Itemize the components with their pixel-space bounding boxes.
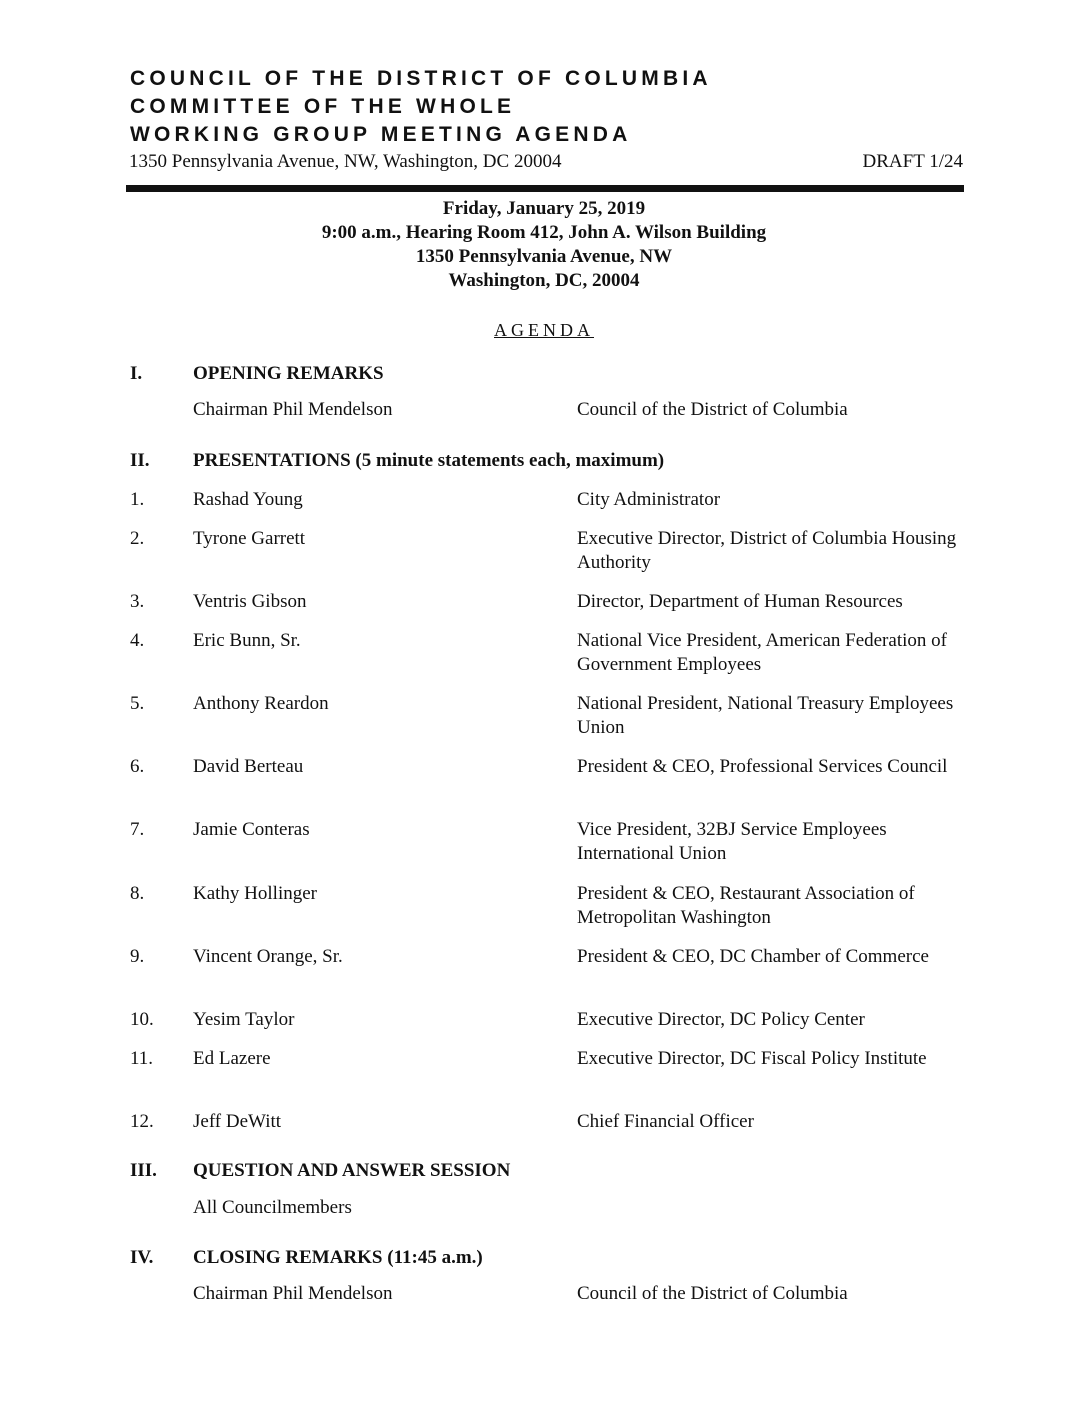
agenda-heading: AGENDA — [494, 320, 594, 340]
speaker-name: Chairman Phil Mendelson — [193, 1283, 393, 1304]
header-council: COUNCIL OF THE DISTRICT OF COLUMBIA — [130, 67, 712, 90]
presenter-title: National Vice President, American Federation of Government Employees — [577, 630, 947, 675]
presenter-name: Kathy Hollinger — [193, 883, 318, 904]
meeting-city: Washington, DC, 20004 — [448, 270, 640, 291]
presenter-name: Eric Bunn, Sr. — [193, 630, 301, 651]
section-number: IV. — [130, 1247, 154, 1268]
speaker-name: All Councilmembers — [193, 1197, 352, 1218]
presenter-title: President & CEO, Restaurant Association of Metropolitan Washington — [577, 883, 915, 928]
section-title-closing: CLOSING REMARKS (11:45 a.m.) — [193, 1247, 483, 1268]
draft-label: DRAFT 1/24 — [862, 151, 963, 172]
presenter-title: President & CEO, Professional Services Council — [577, 756, 948, 777]
section-title-opening: OPENING REMARKS — [193, 363, 384, 384]
presenter-name: Tyrone Garrett — [193, 528, 306, 549]
header-divider — [126, 185, 964, 192]
presenter-number: 5. — [130, 693, 145, 714]
presenter-title: Director, Department of Human Resources — [577, 591, 903, 612]
section-title-qa: QUESTION AND ANSWER SESSION — [193, 1160, 511, 1181]
presenter-title: City Administrator — [577, 489, 721, 510]
meeting-date: Friday, January 25, 2019 — [442, 198, 646, 219]
section-number: III. — [130, 1160, 157, 1181]
speaker-name: Chairman Phil Mendelson — [193, 399, 393, 420]
presenter-number: 12. — [130, 1111, 154, 1132]
presenter-name: Jamie Conteras — [193, 819, 310, 840]
speaker-title: Council of the District of Columbia — [577, 399, 848, 420]
presenter-title: President & CEO, DC Chamber of Commerce — [577, 946, 929, 967]
presenter-name: David Berteau — [193, 756, 304, 777]
section-number: II. — [130, 450, 150, 471]
section-number: I. — [130, 363, 143, 384]
meeting-time-place: 9:00 a.m., Hearing Room 412, John A. Wilson Building — [321, 222, 767, 243]
section-title-presentations: PRESENTATIONS (5 minute statements each, maximum) — [193, 450, 665, 471]
presenter-number: 11. — [130, 1048, 154, 1069]
presenter-number: 2. — [130, 528, 145, 549]
presenter-title: National President, National Treasury Employees Union — [577, 693, 954, 738]
presenter-name: Ed Lazere — [193, 1048, 271, 1069]
presenter-title: Executive Director, District of Columbia Housing Authority — [577, 528, 957, 573]
speaker-title: Council of the District of Columbia — [577, 1283, 848, 1304]
presenter-number: 3. — [130, 591, 145, 612]
presenter-name: Rashad Young — [193, 489, 303, 510]
presenter-title: Executive Director, DC Policy Center — [577, 1009, 865, 1030]
presenter-title: Executive Director, DC Fiscal Policy Institute — [577, 1048, 927, 1069]
presenter-number: 8. — [130, 883, 145, 904]
presenter-number: 6. — [130, 756, 145, 777]
presenter-title: Chief Financial Officer — [577, 1111, 754, 1132]
presenter-number: 4. — [130, 630, 145, 651]
header-committee: COMMITTEE OF THE WHOLE — [130, 95, 516, 118]
presenter-name: Jeff DeWitt — [193, 1111, 282, 1132]
header-address: 1350 Pennsylvania Avenue, NW, Washington, DC 20004 — [129, 151, 562, 172]
meeting-street: 1350 Pennsylvania Avenue, NW — [415, 246, 673, 267]
presenter-title: Vice President, 32BJ Service Employees International Union — [577, 819, 887, 864]
presenter-number: 1. — [130, 489, 145, 510]
presenter-number: 7. — [130, 819, 145, 840]
presenter-name: Anthony Reardon — [193, 693, 329, 714]
header-agenda-type: WORKING GROUP MEETING AGENDA — [130, 123, 632, 146]
presenter-name: Ventris Gibson — [193, 591, 307, 612]
presenter-number: 10. — [130, 1009, 154, 1030]
presenter-name: Vincent Orange, Sr. — [193, 946, 343, 967]
presenter-number: 9. — [130, 946, 145, 967]
presenter-name: Yesim Taylor — [193, 1009, 295, 1030]
